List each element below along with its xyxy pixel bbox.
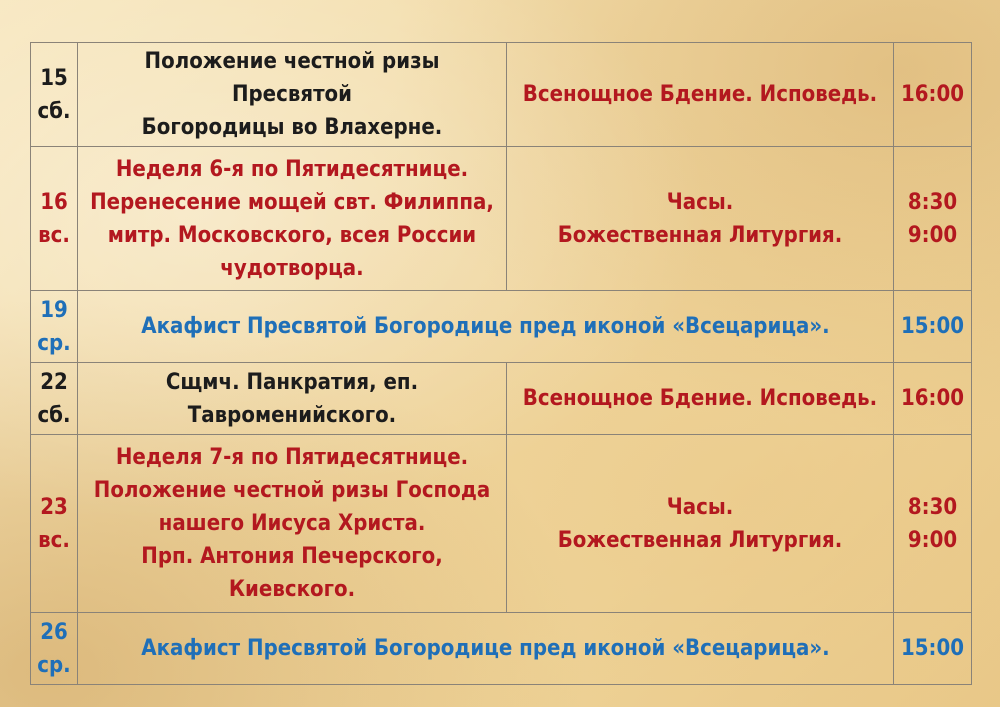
- schedule-row: [31, 147, 972, 291]
- feast-line: Тавроменийского.: [187, 402, 397, 428]
- feast-line: Неделя 7-я по Пятидесятнице.: [115, 445, 469, 470]
- service-line: Часы.: [666, 494, 734, 520]
- weekday: вс.: [38, 527, 70, 553]
- feast-line: Положение честной ризы Пресвятой: [144, 49, 440, 107]
- date-cell: [31, 613, 78, 685]
- service-line: Божественная Литургия.: [557, 527, 843, 553]
- feast-line: нашего Иисуса Христа.: [158, 511, 426, 536]
- schedule-row: [31, 363, 972, 435]
- schedule-row: [31, 435, 972, 613]
- feast-line: митр. Московского, всея России: [107, 222, 477, 248]
- service-cell: [507, 363, 894, 435]
- time-cell: [894, 43, 972, 147]
- day-number: 16: [40, 189, 68, 215]
- schedule-table: [30, 42, 972, 685]
- feast-cell: [78, 147, 507, 291]
- date-cell: [31, 435, 78, 613]
- feast-line: Сщмч. Панкратия, еп.: [165, 369, 419, 395]
- akathist-text: Акафист Пресвятой Богородице пред иконой «Всецарица».: [141, 636, 830, 661]
- feast-line: Перенесение мощей свт. Филиппа,: [90, 189, 494, 215]
- feast-line: Богородицы во Влахерне.: [141, 115, 443, 140]
- schedule-row: [31, 291, 972, 363]
- feast-cell: [78, 435, 507, 613]
- feast-line: Киевского.: [228, 577, 356, 602]
- date-cell: [31, 363, 78, 435]
- service-line: Всенощное Бдение. Исповедь.: [522, 82, 878, 107]
- date-cell: [31, 43, 78, 147]
- service-time: 9:00: [907, 222, 958, 248]
- service-time: 15:00: [900, 636, 964, 661]
- akathist-cell: [78, 291, 894, 363]
- service-cell: [507, 147, 894, 291]
- time-cell: [894, 363, 972, 435]
- weekday: вс.: [38, 222, 70, 248]
- service-line: Всенощное Бдение. Исповедь.: [522, 386, 878, 411]
- schedule-row: [31, 43, 972, 147]
- service-time: 8:30: [907, 494, 958, 520]
- time-cell: [894, 435, 972, 613]
- akathist-text: Акафист Пресвятой Богородице пред иконой «Всецарица».: [141, 314, 830, 339]
- time-cell: [894, 613, 972, 685]
- feast-line: Неделя 6-я по Пятидесятнице.: [115, 156, 469, 182]
- service-time: 15:00: [900, 314, 964, 339]
- day-number: 19: [40, 297, 68, 323]
- service-time: 9:00: [907, 527, 958, 553]
- weekday: ср.: [37, 652, 71, 678]
- service-line: Часы.: [666, 189, 734, 215]
- schedule-row: [31, 613, 972, 685]
- service-time: 8:30: [907, 189, 958, 215]
- akathist-cell: [78, 613, 894, 685]
- weekday: ср.: [37, 330, 71, 356]
- feast-cell: [78, 363, 507, 435]
- service-cell: [507, 435, 894, 613]
- day-number: 22: [40, 369, 68, 395]
- day-number: 23: [40, 494, 68, 520]
- day-number: 26: [40, 619, 68, 645]
- service-time: 16:00: [900, 386, 964, 411]
- date-cell: [31, 147, 78, 291]
- feast-line: чудотворца.: [220, 255, 364, 281]
- feast-line: Положение честной ризы Господа: [93, 478, 491, 503]
- weekday: сб.: [37, 402, 71, 428]
- feast-line: Прп. Антония Печерского,: [141, 544, 443, 569]
- weekday: сб.: [37, 98, 71, 124]
- day-number: 15: [40, 65, 68, 91]
- service-cell: [507, 43, 894, 147]
- date-cell: [31, 291, 78, 363]
- feast-cell: [78, 43, 507, 147]
- service-line: Божественная Литургия.: [557, 222, 843, 248]
- time-cell: [894, 147, 972, 291]
- time-cell: [894, 291, 972, 363]
- service-time: 16:00: [900, 82, 964, 107]
